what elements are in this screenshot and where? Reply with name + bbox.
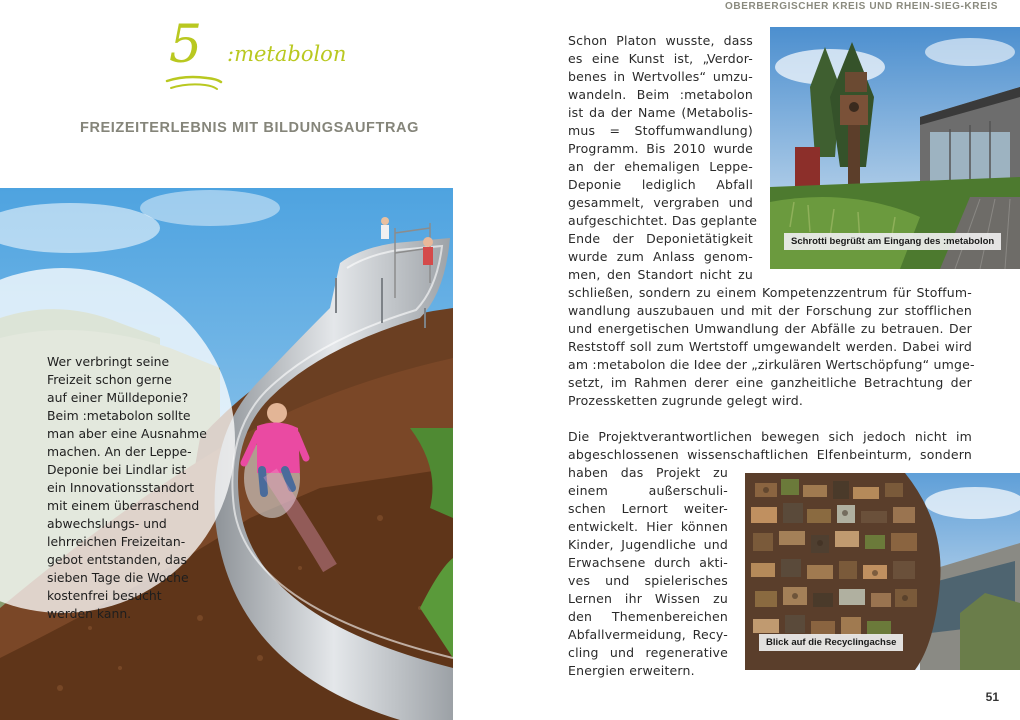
intro-line: machen. An der Leppe-: [47, 444, 192, 459]
intro-line: Deponie bei Lindlar ist: [47, 462, 187, 477]
body-line: cling und regenerative: [568, 645, 728, 660]
recycling-photo: [745, 473, 1020, 670]
intro-line: Wer verbringt seine: [47, 354, 170, 369]
entrance-photo: [770, 27, 1020, 269]
body-line: ist da der Name (Metabolis-: [568, 105, 753, 120]
intro-line: abwechslungs- und: [47, 516, 167, 531]
body-line: schließen, sondern zu einem Kompetenzzentrum für Stoffum-: [568, 285, 972, 300]
body-line: Energien erweitern.: [568, 663, 695, 678]
chapter-logo: [165, 15, 355, 95]
page-number: 51: [985, 690, 999, 704]
body-line: Deponie lediglich Abfall: [568, 177, 753, 192]
body-line: benes in Wertvolles“ umzu-: [568, 69, 753, 84]
body-line: Abfallvermeidung, Recy-: [568, 627, 728, 642]
intro-line: auf einer Mülldeponie?: [47, 390, 189, 405]
body-line: Prozessketten zugrunde gelegt wird.: [568, 393, 804, 408]
body-line: Schon Platon wusste, dass: [568, 33, 753, 48]
intro-text: [47, 353, 237, 623]
intro-line: sieben Tage die Woche: [47, 570, 189, 585]
chapter-name: :metabolon: [227, 42, 347, 66]
intro-line: gebot entstanden, das: [47, 552, 187, 567]
body-line: Programm. Bis 2010 wurde: [568, 141, 753, 156]
running-header: OBERBERGISCHER KREIS UND RHEIN-SIEG-KREIS: [725, 1, 998, 12]
intro-line: man aber eine Ausnahme: [47, 426, 207, 441]
body-line: ves und spielerisches: [568, 573, 728, 588]
body-line: wandeln. Beim :metabolon: [568, 87, 753, 102]
body-line: an der ehemaligen Leppe-: [568, 159, 753, 174]
body-line: einem außerschuli-: [568, 483, 728, 498]
body-line: den Themenbereichen: [568, 609, 728, 624]
body-line: Kinder, Jugendliche und: [568, 537, 728, 552]
intro-line: ein Innovationsstandort: [47, 480, 195, 495]
entrance-caption: Schrotti begrüßt am Eingang des :metabolon: [784, 233, 1001, 250]
body-line: Die Projektverantwortlichen bewegen sich jedoch nicht im: [568, 429, 972, 444]
body-line: gesammelt, vergraben und: [568, 195, 753, 210]
intro-line: werden kann.: [47, 606, 132, 621]
body-line: setzt, im Rahmen derer eine ganzheitliche Betrachtung der: [568, 375, 972, 390]
intro-line: lehrreichen Freizeitan-: [47, 534, 186, 549]
intro-line: Beim :metabolon sollte: [47, 408, 191, 423]
body-line: und energetischen Umwandlung der Abfälle zu betrauen. Der: [568, 321, 972, 336]
body-line: haben das Projekt zu: [568, 465, 728, 480]
body-line: aufgeschichtet. Das geplante: [568, 213, 758, 228]
body-line: men, den Standort nicht zu: [568, 267, 753, 282]
section-title: FREIZEITERLEBNIS MIT BILDUNGSAUFTRAG: [80, 120, 419, 136]
body-line: wandlung auszubauen und mit der Forschung zur stofflichen: [568, 303, 972, 318]
body-line: wurde zum Anlass genom-: [568, 249, 753, 264]
body-line: es eine Kunst ist, „Verdor-: [568, 51, 753, 66]
body-line: am :metabolon die Idee der „zirkulären Wertschöpfung“ umge-: [568, 357, 975, 372]
chapter-underline-icon: [165, 73, 225, 95]
body-line: mus = Stoffumwandlung): [568, 123, 753, 138]
chapter-number: 5: [169, 15, 203, 75]
body-line: Erwachsene durch akti-: [568, 555, 728, 570]
body-line: Lernen ihr Wissen zu: [568, 591, 728, 606]
body-line: schen Lernort weiter-: [568, 501, 728, 516]
recycling-caption: Blick auf die Recyclingachse: [759, 634, 903, 651]
body-line: entwickelt. Hier können: [568, 519, 728, 534]
body-line: Ende der Deponietätigkeit: [568, 231, 753, 246]
intro-line: Freizeit schon gerne: [47, 372, 172, 387]
intro-line: kostenfrei besucht: [47, 588, 162, 603]
body-line: abgeschlossenen wissenschaftlichen Elfenbeinturm, sondern: [568, 447, 972, 462]
intro-line: mit einem überraschend: [47, 498, 200, 513]
body-line: Reststoff soll zum Wertstoff umgewandelt werden. Dabei wird: [568, 339, 972, 354]
